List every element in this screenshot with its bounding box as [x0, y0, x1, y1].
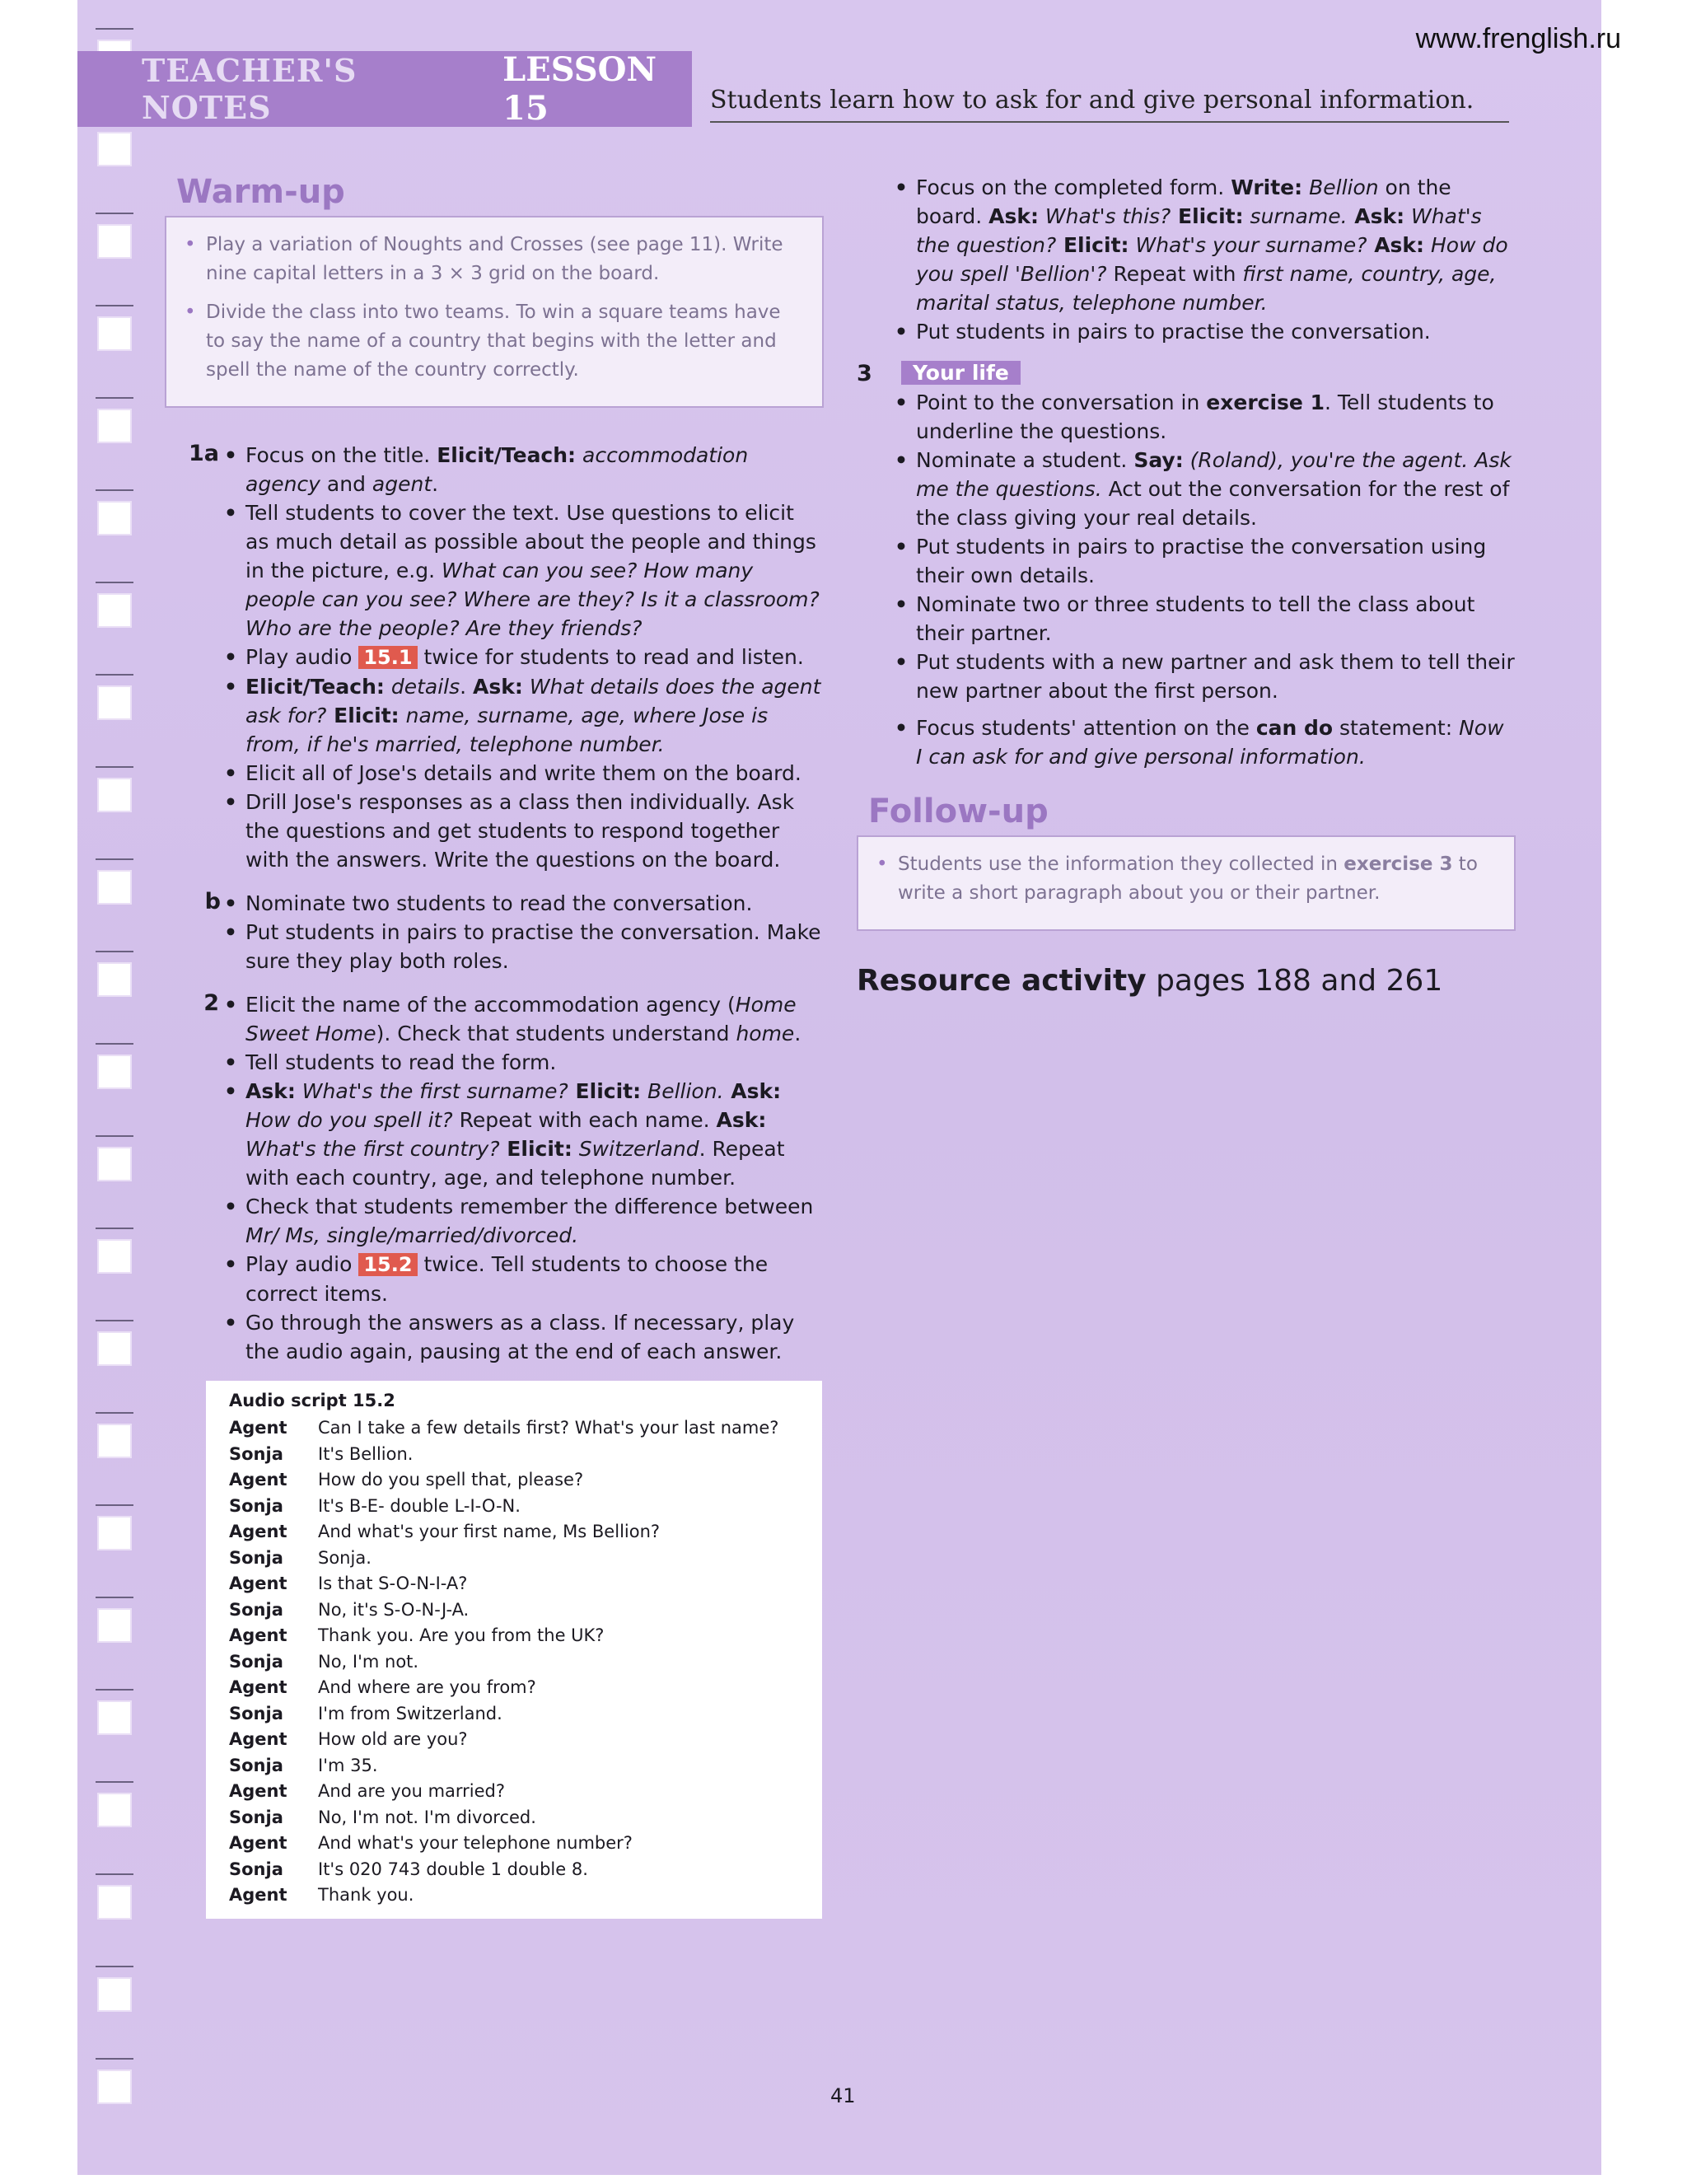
site-url: www.frenglish.ru [1415, 23, 1621, 54]
script-row [229, 1675, 809, 1701]
script-line: Is that S-O-N-I-A? [318, 1574, 468, 1593]
left-column [165, 173, 824, 1919]
script-row [229, 1649, 809, 1676]
script-line: It's B-E- double L-I-O-N. [318, 1495, 521, 1516]
exercise-3-bullet: • Nominate a student. Say: (Roland), you're the agent. Ask me the questions. Act out the conversation for the rest of the class giving your real details. [895, 446, 1516, 532]
warmup-bullet-1: • Play a variation of Noughts and Crosses (see page 11). Write nine capital letters in a 3 × 3 grid on the board. [181, 231, 804, 288]
warmup-box [165, 216, 824, 408]
exercise-2-bullet: • Play audio 15.2 twice. Tell students to choose the correct items. [224, 1250, 824, 1308]
exercise-1b-bullet: • Nominate two students to read the conversation. [224, 889, 824, 918]
script-row [229, 1571, 809, 1597]
script-row [229, 1882, 809, 1909]
exercise-3-bullet: • Put students with a new partner and ask them to tell their new partner about the first person. [895, 648, 1516, 705]
script-speaker: Agent [229, 1470, 287, 1490]
script-speaker: Agent [229, 1885, 287, 1905]
script-speaker: Agent [229, 1625, 287, 1645]
script-row [229, 1597, 809, 1624]
script-line: No, it's S-O-N-J-A. [318, 1599, 470, 1620]
binder-hole [97, 1055, 132, 1089]
exercise-number: b [204, 889, 221, 914]
script-row [229, 1779, 809, 1805]
script-row [229, 1519, 809, 1546]
script-line: No, I'm not. I'm divorced. [318, 1807, 536, 1827]
script-line: How do you spell that, please? [318, 1470, 584, 1490]
binder-hole [97, 593, 132, 628]
exercise-3-bullet: • Focus students' attention on the can do statement: Now I can ask for and give personal information. [895, 713, 1516, 771]
binder-hole [97, 132, 132, 166]
script-speaker: Agent [229, 1522, 287, 1541]
followup-box [857, 835, 1516, 931]
resource-activity: Resource activity pages 188 and 261 [857, 964, 1443, 998]
audio-script-title: Audio script 15.2 [229, 1391, 395, 1410]
followup-bullet: • Students use the information they collected in exercise 3 to write a short paragraph about you or their partner. [873, 850, 1496, 908]
script-row [229, 1857, 809, 1883]
script-line: Sonja. [318, 1547, 372, 1568]
script-row [229, 1805, 809, 1831]
script-speaker: Sonja [229, 1495, 283, 1516]
exercise-1a-bullet: • Drill Jose's responses as a class then individually. Ask the questions and get students to respond together with the answers. Write the questions on the board. [224, 788, 824, 874]
exercise-1b-bullet: • Put students in pairs to practise the conversation. Make sure they play both roles. [224, 918, 824, 975]
script-line: Thank you. Are you from the UK? [318, 1625, 605, 1645]
script-row [229, 1467, 809, 1494]
script-line: It's Bellion. [318, 1443, 414, 1464]
script-speaker: Sonja [229, 1859, 283, 1879]
binder-hole [97, 1147, 132, 1181]
right-column [857, 173, 1516, 998]
script-row [229, 1442, 809, 1468]
script-row [229, 1494, 809, 1520]
script-row [229, 1623, 809, 1649]
script-speaker: Agent [229, 1729, 287, 1749]
binder-hole [97, 1977, 132, 2012]
exercise-2-bullet: • Ask: What's the first surname? Elicit: Bellion. Ask: How do you spell it? Repeat with each name. Ask: What's the first country? Elicit: Switzerland. Repeat with each country, age, and telephone number. [224, 1077, 824, 1192]
audio-script-box [206, 1381, 822, 1919]
script-row [229, 1415, 809, 1442]
lesson-aim: Students learn how to ask for and give personal information. [710, 86, 1509, 123]
script-line: And are you married? [318, 1781, 506, 1801]
binder-hole [97, 1608, 132, 1643]
exercise-2-bullet: • Check that students remember the difference between Mr/ Ms, single/married/divorced. [224, 1192, 824, 1250]
your-life-tag: Your life [901, 361, 1021, 385]
script-row [229, 1831, 809, 1857]
binder-hole [97, 1793, 132, 1827]
script-line: Thank you. [318, 1885, 414, 1905]
script-line: It's 020 743 double 1 double 8. [318, 1859, 588, 1879]
binder-hole [97, 870, 132, 905]
warmup-title: Warm-up [176, 173, 345, 211]
script-speaker: Agent [229, 1418, 287, 1438]
followup-title: Follow-up [868, 793, 1049, 830]
script-line: Can I take a few details first? What's your last name? [318, 1418, 779, 1438]
script-speaker: Sonja [229, 1599, 283, 1620]
binder-hole [97, 778, 132, 812]
exercise-number: 3 [857, 361, 872, 386]
script-speaker: Agent [229, 1677, 287, 1697]
binder-hole [97, 685, 132, 720]
exercise-2-bullet: • Elicit the name of the accommodation agency (Home Sweet Home). Check that students understand home. [224, 990, 824, 1048]
exercise-1a [165, 441, 824, 874]
script-line: And what's your first name, Ms Bellion? [318, 1522, 661, 1541]
script-speaker: Agent [229, 1574, 287, 1593]
binder-hole [97, 409, 132, 443]
binder-hole [97, 2069, 132, 2104]
exercise-1b [165, 889, 824, 975]
binder-hole [97, 1239, 132, 1274]
binder-hole [97, 1424, 132, 1458]
script-row [229, 1753, 809, 1779]
script-speaker: Sonja [229, 1443, 283, 1464]
script-speaker: Sonja [229, 1547, 283, 1568]
binder-hole [97, 1885, 132, 1920]
lesson-label: LESSON 15 [502, 50, 657, 128]
script-line: I'm 35. [318, 1755, 378, 1775]
warmup-bullet-2: • Divide the class into two teams. To win a square teams have to say the name of a country that begins with the letter and spell the name of the country correctly. [181, 298, 804, 385]
script-speaker: Sonja [229, 1807, 283, 1827]
exercise-1a-bullet: • Play audio 15.1 twice for students to read and listen. [224, 643, 824, 672]
exercise-number: 2 [203, 990, 219, 1016]
binder-hole [97, 316, 132, 351]
binder-hole [97, 224, 132, 259]
page-number: 41 [830, 2084, 856, 2107]
exercise-3-bullet: • Put students in pairs to practise the conversation using their own details. [895, 532, 1516, 590]
exercise-1a-bullet: • Elicit all of Jose's details and write them on the board. [224, 759, 824, 788]
script-line: I'm from Switzerland. [318, 1703, 502, 1723]
exercise-2-bullet: • Go through the answers as a class. If necessary, play the audio again, pausing at the end of each answer. [224, 1308, 824, 1366]
script-line: How old are you? [318, 1729, 468, 1749]
exercise-2 [165, 990, 824, 1366]
exercise-3-bullet: • Nominate two or three students to tell the class about their partner. [895, 590, 1516, 648]
script-speaker: Sonja [229, 1755, 283, 1775]
script-row [229, 1727, 809, 1753]
script-line: And where are you from? [318, 1677, 536, 1697]
exercise-1a-bullet: • Elicit/Teach: details. Ask: What details does the agent ask for? Elicit: name, surname, age, where Jose is from, if he's married, telephone number. [224, 672, 824, 759]
header-band [77, 51, 692, 127]
exercise-2-continued-bullet: • Focus on the completed form. Write: Bellion on the board. Ask: What's this? Elicit: surname. Ask: What's the question? Elicit: What's your surname? Ask: How do you spell 'Bellion'? Repeat with first name, country, age, marital status, telephone number. [895, 173, 1516, 317]
exercise-number: 1a [188, 441, 219, 466]
exercise-1a-bullet: • Focus on the title. Elicit/Teach: accommodation agency and agent. [224, 441, 824, 498]
exercise-2-bullet: • Tell students to read the form. [224, 1048, 824, 1077]
exercise-3 [857, 361, 1516, 771]
script-row [229, 1701, 809, 1728]
exercise-1a-bullet: • Tell students to cover the text. Use questions to elicit as much detail as possible about the people and things in the picture, e.g. What can you see? How many people can you see? Where are they? Is it a classroom? Who are the people? Are they friends? [224, 498, 824, 643]
binder-hole [97, 1700, 132, 1735]
binder-hole [97, 1331, 132, 1366]
script-speaker: Agent [229, 1833, 287, 1853]
script-line: And what's your telephone number? [318, 1833, 633, 1853]
audio-tag: 15.2 [358, 1253, 417, 1276]
binder-hole [97, 501, 132, 535]
script-speaker: Sonja [229, 1703, 283, 1723]
teachers-notes-label: TEACHER'S NOTES [142, 52, 357, 126]
exercise-2-continued-bullet: • Put students in pairs to practise the conversation. [895, 317, 1516, 346]
binder-holes [97, 0, 138, 2175]
binder-hole [97, 962, 132, 997]
script-speaker: Agent [229, 1781, 287, 1801]
exercise-3-bullet: • Point to the conversation in exercise 1. Tell students to underline the questions. [895, 388, 1516, 446]
binder-hole [97, 1516, 132, 1550]
audio-tag: 15.1 [358, 646, 417, 669]
script-row [229, 1546, 809, 1572]
script-line: No, I'm not. [318, 1651, 419, 1672]
script-speaker: Sonja [229, 1651, 283, 1672]
